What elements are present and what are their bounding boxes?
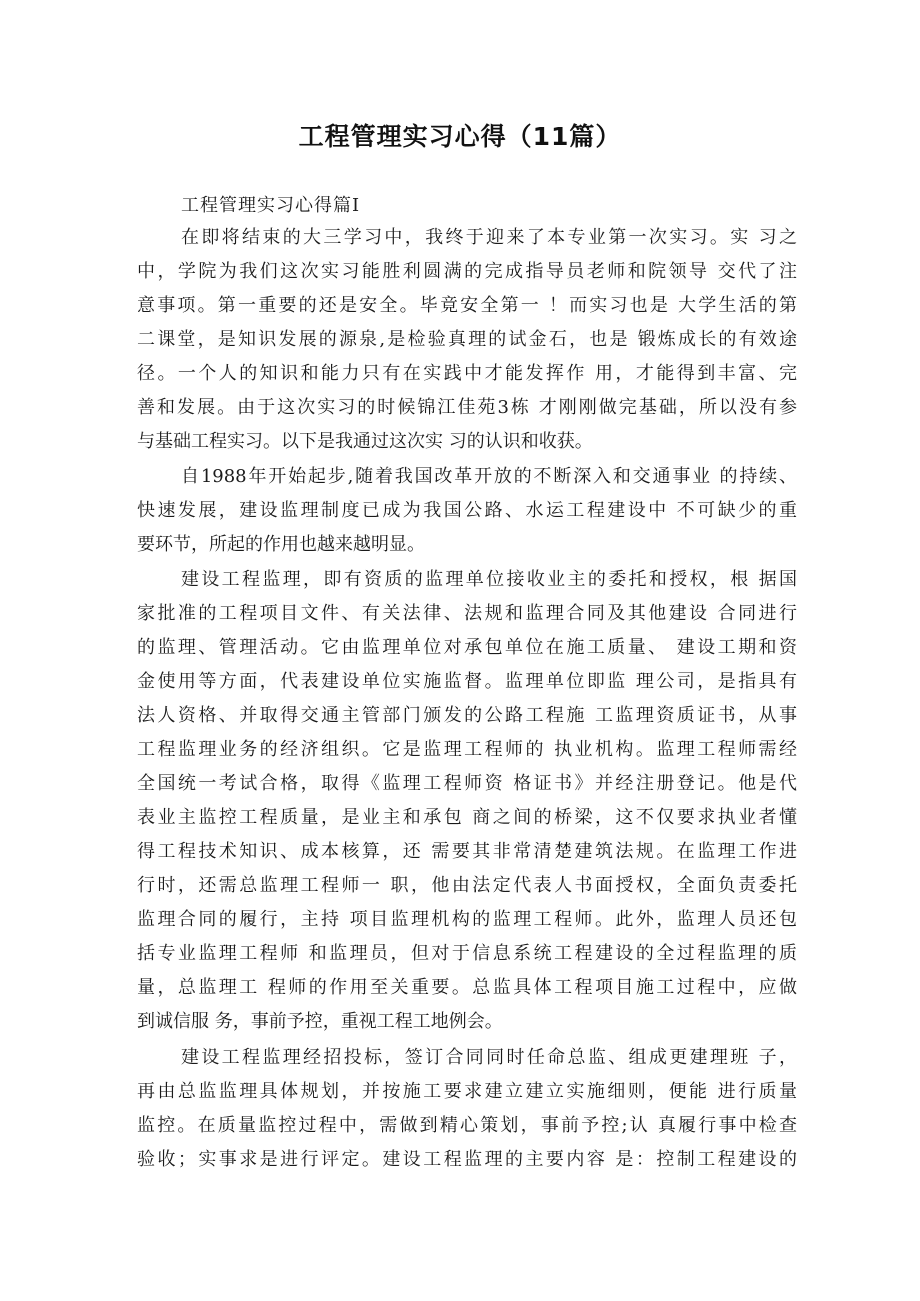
text-line: 括专业监理工程师 和监理员，但对于信息系统工程建设的全过程监理的质 bbox=[137, 943, 797, 964]
text-line: 中，学院为我们这次实习能胜利圆满的完成指导员老师和院领导 交代了注 bbox=[137, 261, 797, 282]
text-line: 得工程技术知识、成本核算，还 需要其非常清楚建筑法规。在监理工作进 bbox=[137, 841, 797, 862]
text-line: 家批准的工程项目文件、有关法律、法规和监理合同及其他建设 合同进行 bbox=[137, 603, 797, 624]
text-line: 二课堂，是知识发展的源泉,是检验真理的试金石，也是 锻炼成长的有效途 bbox=[137, 329, 797, 350]
text-line: 与基础工程实习。以下是我通过这次实 习的认识和收获。 bbox=[137, 431, 593, 452]
text-line: 全国统一考试合格，取得《监理工程师资 格证书》并经注册登记。他是代 bbox=[137, 773, 797, 794]
section-heading: 工程管理实习心得篇I bbox=[181, 195, 361, 216]
text-line: 表业主监控工程质量，是业主和承包 商之间的桥梁，这不仅要求执业者懂 bbox=[137, 807, 797, 828]
text-line: 到诚信服 务，事前予控，重视工程工地例会。 bbox=[137, 1011, 503, 1032]
text-line: 善和发展。由于这次实习的时候锦江佳苑3栋 才刚刚做完基础，所以没有参 bbox=[137, 397, 797, 418]
document-title: 工程管理实习心得（11篇） bbox=[298, 122, 622, 151]
text-line: 监控。在质量监控过程中，需做到精心策划，事前予控;认 真履行事中检查 bbox=[137, 1115, 797, 1136]
text-line: 在即将结束的大三学习中，我终于迎来了本专业第一次实习。实 习之 bbox=[181, 227, 797, 248]
text-line: 行时，还需总监理工程师一 职，他由法定代表人书面授权，全面负责委托 bbox=[137, 875, 797, 896]
text-line: 监理合同的履行，主持 项目监理机构的监理工程师。此外，监理人员还包 bbox=[137, 909, 797, 930]
paragraph-4 bbox=[137, 1041, 797, 1177]
text-line: 建设工程监理经招投标，签订合同同时任命总监、组成更建理班 子， bbox=[181, 1047, 797, 1068]
paragraph-2 bbox=[137, 460, 797, 562]
text-line: 金使用等方面，代表建设单位实施监督。监理单位即监 理公司，是指具有 bbox=[137, 671, 797, 692]
text-line: 自1988年开始起步,随着我国改革开放的不断深入和交通事业 的持续、 bbox=[181, 466, 797, 487]
text-line: 工程监理业务的经济组织。它是监理工程师的 执业机构。监理工程师需经 bbox=[137, 739, 797, 760]
text-line: 建设工程监理，即有资质的监理单位接收业主的委托和授权，根 据国 bbox=[181, 569, 797, 590]
paragraph-3 bbox=[137, 563, 797, 1039]
text-line: 再由总监监理具体规划，并按施工要求建立建立实施细则，便能 进行质量 bbox=[137, 1081, 797, 1102]
text-line: 径。一个人的知识和能力只有在实践中才能发挥作 用，才能得到丰富、完 bbox=[137, 363, 797, 384]
text-line: 要环节，所起的作用也越来越明显。 bbox=[137, 534, 425, 555]
text-line: 验收；实事求是进行评定。建设工程监理的主要内容 是：控制工程建设的 bbox=[137, 1149, 797, 1170]
text-line: 法人资格、并取得交通主管部门颁发的公路工程施 工监理资质证书，从事 bbox=[137, 705, 797, 726]
paragraph-1 bbox=[137, 221, 797, 459]
text-line: 快速发展，建设监理制度已成为我国公路、水运工程建设中 不可缺少的重 bbox=[137, 500, 797, 521]
text-line: 的监理、管理活动。它由监理单位对承包单位在施工质量、 建设工期和资 bbox=[137, 637, 797, 658]
text-line: 意事项。第一重要的还是安全。毕竟安全第一 ！而实习也是 大学生活的第 bbox=[137, 295, 797, 316]
text-line: 量，总监理工 程师的作用至关重要。总监具体工程项目施工过程中，应做 bbox=[137, 977, 797, 998]
